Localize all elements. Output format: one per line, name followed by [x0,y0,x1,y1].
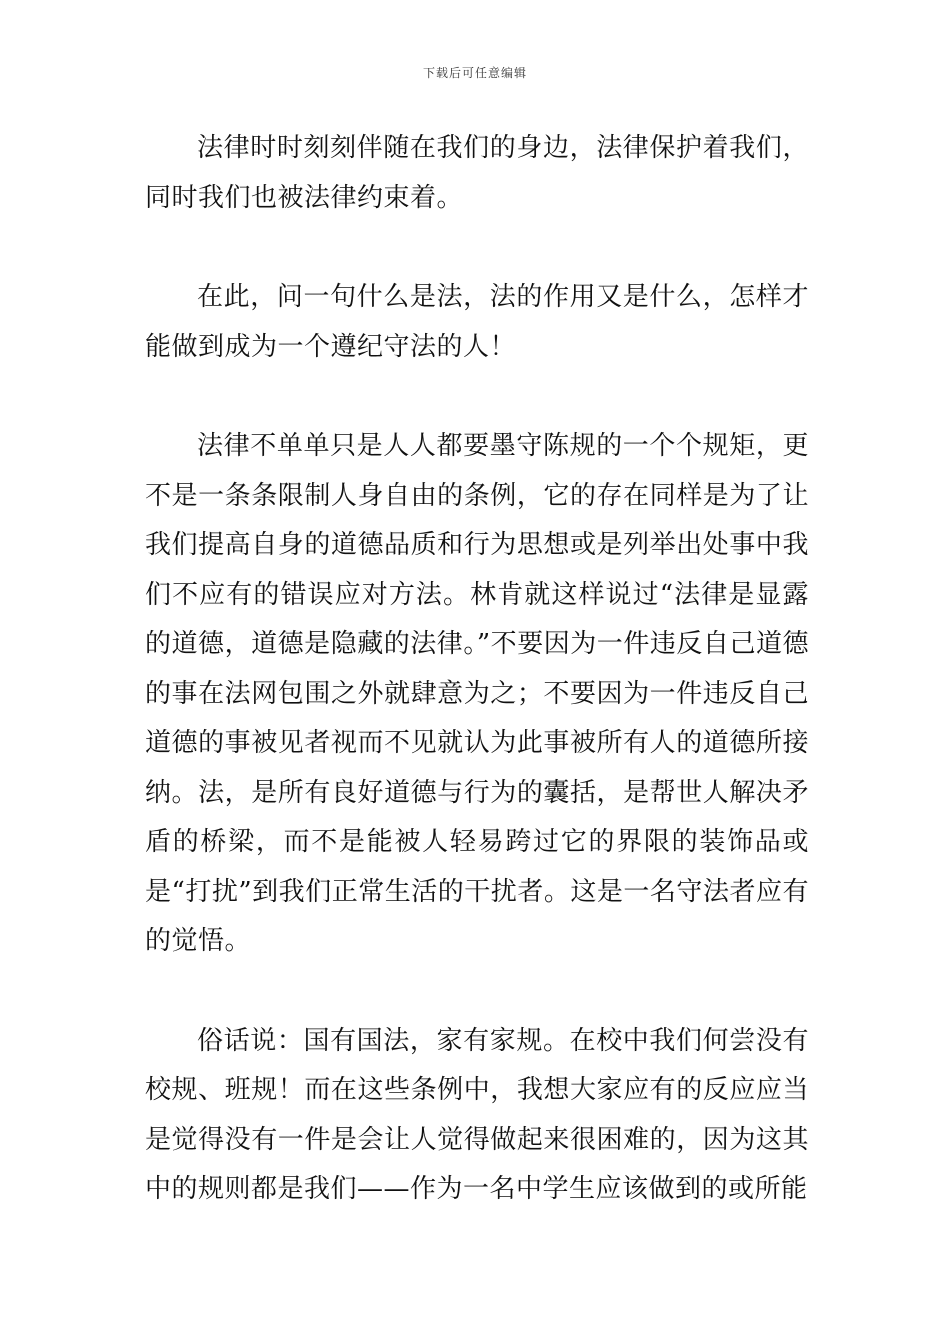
paragraph-4: 俗话说：国有国法，家有家规。在校中我们何尝没有校规、班规！而在这些条例中，我想大家应有的反应应当是觉得没有一件是会让人觉得做起来很困难的，因为这其中的规则都是我们——作为一名中学生应该做到的或所能 [145,1025,809,1204]
paragraph-1: 法律时时刻刻伴随在我们的身边，法律保护着我们，同时我们也被法律约束着。 [145,133,809,213]
document-body [145,124,809,1265]
header-note: 下载后可任意编辑 [422,66,527,80]
paragraph-3: 法律不单单只是人人都要墨守陈规的一个个规矩，更不是一条条限制人身自由的条例，它的存在同样是为了让我们提高自身的道德品质和行为思想或是列举出处事中我们不应有的错误应对方法。林肯就这样说过“法律是显露的道德，道德是隐藏的法律。”不要因为一件违反自己道德的事在法网包围之外就肆意为之；不要因为一件违反自己道德的事被见者视而不见就认为此事被所有人的道德所接纳。法，是所有良好道德与行为的囊括，是帮世人解决矛盾的桥梁，而不是能被人轻易跨过它的界限的装饰品或是“打扰”到我们正常生活的干扰者。这是一名守法者应有的觉悟。 [145,431,809,956]
paragraph-2: 在此，问一句什么是法，法的作用又是什么，怎样才能做到成为一个遵纪守法的人！ [145,282,809,362]
